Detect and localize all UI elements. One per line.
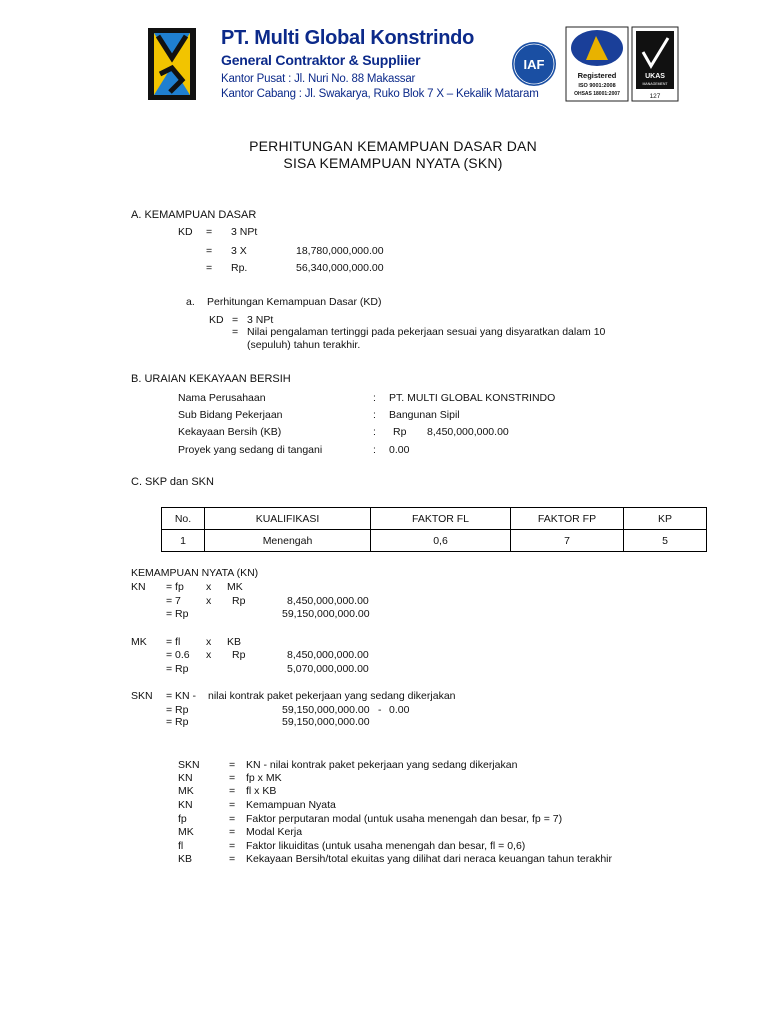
doc-title-line1: PERHITUNGAN KEMAMPUAN DASAR DAN (249, 138, 537, 154)
field-value: Rp (393, 426, 407, 438)
definition-term: KN (178, 772, 193, 784)
definition-desc: Modal Kerja (246, 826, 303, 838)
definition-desc: Faktor likuiditas (untuk usaha menengah dan besar, fl = 0,6) (246, 840, 526, 852)
table-header: KUALIFIKASI (205, 508, 371, 530)
svg-text:MANAGEMENT: MANAGEMENT (642, 82, 668, 86)
table-cell: Menengah (205, 530, 371, 552)
address-branch: Kantor Cabang : Jl. Swakarya, Ruko Blok 7 X – Kekalik Mataram (221, 88, 539, 100)
definition-desc: fp x MK (246, 772, 282, 784)
skn-formula-text: nilai kontrak paket pekerjaan yang sedang dikerjakan (208, 690, 456, 702)
field-value: Bangunan Sipil (389, 409, 460, 421)
definition-desc: Kemampuan Nyata (246, 799, 336, 811)
field-label: Kekayaan Bersih (KB) (178, 426, 282, 438)
field-value: 0.00 (389, 444, 410, 456)
mk-kb-amount: 8,450,000,000.00 (287, 649, 369, 661)
field-label: Nama Perusahaan (178, 392, 266, 404)
field-label: Proyek yang sedang di tangani (178, 444, 323, 456)
table-header: No. (162, 508, 205, 530)
company-subtitle: General Contraktor & Suppliier (221, 52, 421, 68)
npt-amount: 18,780,000,000.00 (296, 245, 384, 257)
kn-total-amount: 59,150,000,000.00 (282, 608, 370, 620)
svg-text:127: 127 (649, 93, 661, 100)
definition-term: KB (178, 853, 193, 865)
kd-value: 3 NPt (231, 226, 258, 238)
skn-kn-amount: 59,150,000,000.00 (282, 704, 370, 716)
definition-desc: fl x KB (246, 785, 277, 797)
section-a-heading: A. KEMAMPUAN DASAR (131, 209, 257, 221)
kd-note-line1: Nilai pengalaman tertinggi pada pekerjaan sesuai yang disyaratkan dalam 10 (247, 326, 606, 338)
field-label: Sub Bidang Pekerjaan (178, 409, 283, 421)
svg-text:Registered: Registered (577, 71, 617, 80)
table-cell: 7 (511, 530, 624, 552)
company-name: PT. Multi Global Konstrindo (221, 27, 474, 49)
svg-text:ISO 9001:2008: ISO 9001:2008 (578, 83, 616, 89)
address-main: Kantor Pusat : Jl. Nuri No. 88 Makassar (221, 73, 416, 85)
field-value: PT. MULTI GLOBAL KONSTRINDO (389, 392, 556, 404)
definition-term: SKN (178, 759, 200, 771)
definition-desc: Faktor perputaran modal (untuk usaha menengah dan besar, fp = 7) (246, 813, 563, 825)
definition-term: fl (178, 840, 184, 852)
skn-total-amount: 59,150,000,000.00 (282, 716, 370, 728)
svg-text:OHSAS 18001:2007: OHSAS 18001:2007 (574, 91, 620, 97)
kd-total-amount: 56,340,000,000.00 (296, 262, 384, 274)
certification-logos (500, 26, 680, 102)
qualification-table (161, 507, 707, 552)
section-c-heading: C. SKP dan SKN (131, 476, 214, 488)
table-cell: 5 (624, 530, 707, 552)
doc-title-line2: SISA KEMAMPUAN NYATA (SKN) (283, 155, 503, 171)
mk-total-amount: 5,070,000,000.00 (287, 663, 369, 675)
definition-term: MK (178, 826, 194, 838)
iaf-logo: IAF (523, 57, 545, 72)
definition-desc: KN - nilai kontrak paket pekerjaan yang sedang dikerjakan (246, 759, 518, 771)
table-header: FAKTOR FL (371, 508, 511, 530)
table-header-row (162, 508, 707, 530)
definition-desc: Kekayaan Bersih/total ekuitas yang dilihat dari neraca keuangan tahun terakhir (246, 853, 612, 865)
kd-note-line2: (sepuluh) tahun terakhir. (247, 339, 361, 351)
definition-term: fp (178, 813, 187, 825)
table-header: FAKTOR FP (511, 508, 624, 530)
company-logo (148, 28, 196, 100)
kb-amount: 8,450,000,000.00 (427, 426, 509, 438)
kn-kb-amount: 8,450,000,000.00 (287, 595, 369, 607)
table-cell: 0,6 (371, 530, 511, 552)
table-cell: 1 (162, 530, 205, 552)
kd-label: KD (178, 226, 193, 238)
definition-term: MK (178, 785, 194, 797)
section-b-heading: B. URAIAN KEKAYAAN BERSIH (131, 373, 291, 385)
table-header: KP (624, 508, 707, 530)
kd-subsection-title: Perhitungan Kemampuan Dasar (KD) (207, 296, 382, 308)
svg-text:UKAS: UKAS (645, 73, 665, 80)
kn-heading: KEMAMPUAN NYATA (KN) (131, 567, 259, 579)
definition-term: KN (178, 799, 193, 811)
table-row (162, 530, 707, 552)
